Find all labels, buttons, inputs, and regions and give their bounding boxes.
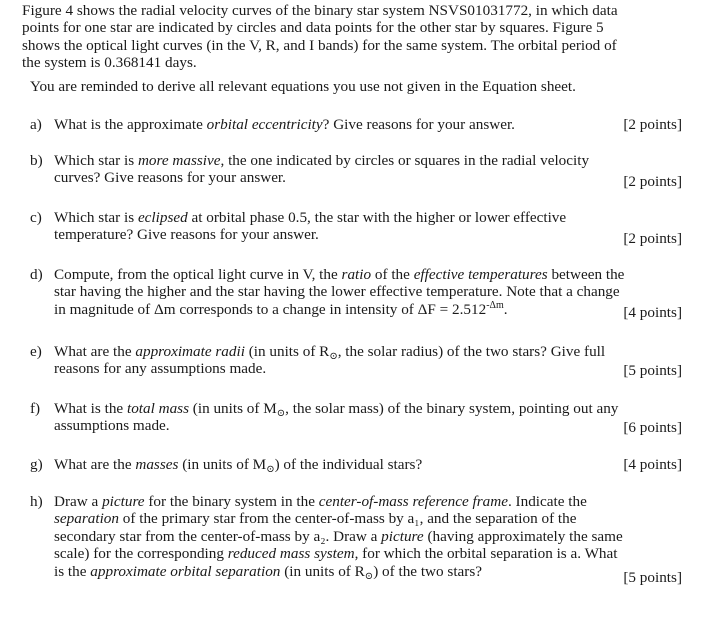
question-g-points: [4 points]	[623, 456, 682, 473]
text: (in units of R	[280, 562, 365, 580]
text: What is the	[54, 400, 127, 417]
emphasis: orbital eccentricity	[206, 116, 323, 133]
intro-line-4: the system is 0.368141 days.	[22, 54, 197, 72]
emphasis: picture	[381, 527, 424, 545]
text: for the binary system in the	[144, 493, 319, 510]
text: , the solar radius) of the two stars? Give full	[337, 343, 606, 360]
intro-line-2: points for one star are indicated by circles and data points for the other star by squares. Figure 5	[22, 19, 604, 37]
question-b-line-2: curves? Give reasons for your answer.	[54, 169, 286, 187]
question-h-points: [5 points]	[623, 569, 682, 586]
question-d-line-3	[54, 301, 682, 318]
emphasis: total mass	[126, 400, 189, 417]
question-letter: e)	[30, 343, 42, 360]
text: (in units of R	[244, 343, 330, 360]
text: (having approximately the same	[423, 527, 623, 545]
emphasis: effective temperatures	[413, 266, 548, 283]
emphasis: separation	[54, 510, 119, 528]
text: , the one indicated by circles or squares in the radial velocity	[220, 152, 590, 169]
text: (in units of M	[189, 400, 277, 417]
question-h-line-5	[54, 563, 682, 580]
text: What are the	[54, 343, 136, 360]
question-h-line-4	[54, 545, 682, 562]
question-c-points: [2 points]	[623, 230, 682, 247]
text: between the	[547, 266, 625, 283]
exponent: -Δm	[486, 299, 504, 311]
question-letter: f)	[30, 400, 41, 417]
question-h-line-2	[54, 510, 682, 527]
question-f-line-1	[54, 400, 682, 417]
question-f-line-2: assumptions made.	[54, 417, 170, 435]
question-c-line-2: temperature? Give reasons for your answer.	[54, 226, 319, 244]
text: secondary star from the center-of-mass by a₂. Draw a	[54, 527, 382, 545]
question-b-line-1	[54, 152, 682, 169]
question-letter: b)	[30, 152, 43, 169]
question-letter: c)	[30, 209, 42, 226]
sun-symbol: ⊙	[329, 351, 338, 362]
question-f-points: [6 points]	[623, 419, 682, 436]
emphasis: ratio	[341, 266, 372, 283]
text: is the	[54, 562, 91, 580]
emphasis: approximate radii	[135, 343, 245, 360]
text: (in units of M	[178, 456, 267, 473]
emphasis: reduced mass system	[227, 545, 355, 563]
intro-paragraph	[22, 2, 690, 72]
question-c-line-1	[54, 209, 682, 226]
text: , for which the orbital separation is a. What	[354, 545, 618, 563]
emphasis: approximate orbital separation	[90, 562, 281, 580]
intro-line-3: shows the optical light curves (in the V, R, and I bands) for the same system. The orbital period of	[22, 36, 617, 54]
emphasis: more massive	[137, 152, 221, 169]
question-d-line-2: star having the higher and the star having the lower effective temperature. Note that a change	[54, 283, 620, 301]
question-d-line-1	[54, 266, 682, 283]
text: Which star is	[54, 209, 138, 226]
text: of the primary star from the center-of-mass by a₁, and the separation of the	[118, 510, 577, 528]
emphasis: center-of-mass reference frame	[318, 493, 508, 510]
question-h-line-3	[54, 528, 682, 545]
sun-symbol: ⊙	[364, 570, 374, 582]
text: Compute, from the optical light curve in V, the	[54, 266, 342, 283]
sun-symbol: ⊙	[276, 408, 286, 419]
intro-line-1: Figure 4 shows the radial velocity curves of the binary star system NSVS01031772, in which data	[22, 2, 618, 19]
question-letter: d)	[30, 266, 43, 283]
emphasis: picture	[102, 493, 145, 510]
text: ? Give reasons for your answer.	[322, 116, 515, 133]
text: in magnitude of Δm corresponds to a change in intensity of ΔF = 2.512	[54, 300, 487, 318]
text: .	[503, 300, 508, 318]
emphasis: eclipsed	[137, 209, 188, 226]
text: , the solar mass) of the binary system, pointing out any	[285, 400, 619, 417]
question-a-points: [2 points]	[623, 116, 682, 133]
question-e-line-1	[54, 343, 682, 360]
text: . Indicate the	[507, 493, 587, 510]
emphasis: masses	[135, 456, 179, 473]
question-h-line-1	[54, 493, 682, 510]
question-letter: a)	[30, 116, 42, 133]
question-e-line-2: reasons for any assumptions made.	[54, 360, 267, 378]
text: ) of the two stars?	[373, 562, 482, 580]
text: at orbital phase 0.5, the star with the higher or lower effective	[187, 209, 567, 226]
question-e-points: [5 points]	[623, 362, 682, 379]
text: ) of the individual stars?	[274, 456, 423, 473]
question-g-line-1	[54, 456, 682, 473]
question-letter: g)	[30, 456, 43, 473]
text: What are the	[54, 456, 136, 473]
question-b-points: [2 points]	[623, 173, 682, 190]
question-d-points: [4 points]	[623, 304, 682, 321]
question-letter: h)	[30, 493, 43, 510]
reminder-text: You are reminded to derive all relevant equations you use not given in the Equation sheet.	[30, 78, 576, 95]
text: Draw a	[54, 493, 103, 510]
question-a-line-1	[54, 116, 682, 133]
text: scale) for the corresponding	[54, 545, 228, 563]
text: What is the approximate	[54, 116, 207, 133]
text: of the	[371, 266, 414, 283]
sun-symbol: ⊙	[266, 464, 275, 475]
text: Which star is	[54, 152, 138, 169]
